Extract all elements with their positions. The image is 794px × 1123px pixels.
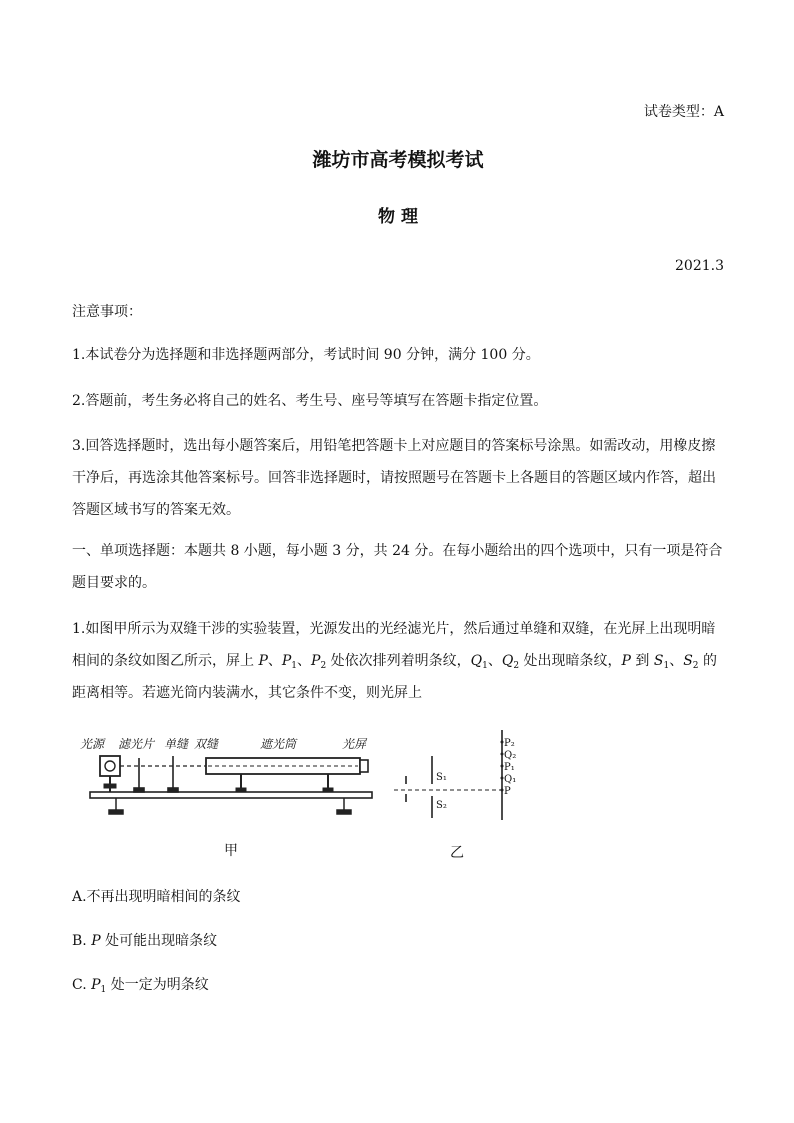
filter [134,758,144,792]
double-slit-apparatus-figure [76,722,386,822]
label-double-slit: 双缝 [194,737,219,751]
label-light-tube: 遮光筒 [260,737,297,751]
label-filter: 滤光片 [118,737,155,751]
option-b: B. P 处可能出现暗条纹 [72,933,218,949]
label-Q2: Q₂ [504,750,517,761]
exam-date: 2021.3 [675,258,724,274]
question-1-stem: 1.如图甲所示为双缝干涉的实验装置，光源发出的光经滤光片，然后通过单缝和双缝，在光屏上出现明暗相间的条纹如图乙所示，屏上 P、$P_1$、$P_2$ 处依次排列着明条纹，$Q_1$、$Q_2$ 处出现暗条纹，P 到 $S_1$、$S_2$ 的距离相等。若遮光筒内装满水，其它条件不变，则光屏上 [72,621,717,701]
label-single-slit: 单缝 [164,737,189,751]
optical-bench [90,792,372,798]
option-c: C. $P_1$ 处一定为明条纹 [72,977,209,995]
label-Q1: Q₁ [504,774,517,785]
figure-yi-caption: 乙 [450,845,464,861]
light-tube [206,758,368,792]
section-1-heading: 一、单项选择题：本题共 8 小题，每小题 3 分，共 24 分。在每小题给出的四个选项中，只有一项是符合题目要求的。 [72,543,723,591]
single-slit [168,756,178,792]
subject-title: 物 理 [378,207,418,227]
notice-item-1: 1.本试卷分为选择题和非选择题两部分，考试时间 90 分钟，满分 100 分。 [72,347,540,363]
light-source [100,756,120,792]
notice-item-2: 2.答题前，考生务必将自己的姓名、考生号、座号等填写在答题卡指定位置。 [72,393,548,409]
fringe-pattern-figure [392,722,532,824]
figure-jia-caption: 甲 [224,843,238,859]
label-P: P [504,786,511,797]
label-light-source: 光源 [80,737,105,751]
option-a: A.不再出现明暗相间的条纹 [72,889,241,905]
paper-type: 试卷类型：A [643,104,724,120]
exam-title: 潍坊市高考模拟考试 [312,149,484,171]
label-S2: S₂ [436,800,447,811]
label-S1: S₁ [436,772,447,783]
label-P1: P₁ [504,762,515,773]
notice-heading: 注意事项： [72,304,142,320]
label-screen: 光屏 [342,737,367,751]
notice-item-3: 3.回答选择题时，选出每小题答案后，用铅笔把答题卡上对应题目的答案标号涂黑。如需改动，用橡皮擦干净后，再选涂其他答案标号。回答非选择题时，请按照题号在答题卡上各题目的答题区域内作答，超出答题区域书写的答案无效。 [72,438,716,518]
label-P2: P₂ [504,738,515,749]
